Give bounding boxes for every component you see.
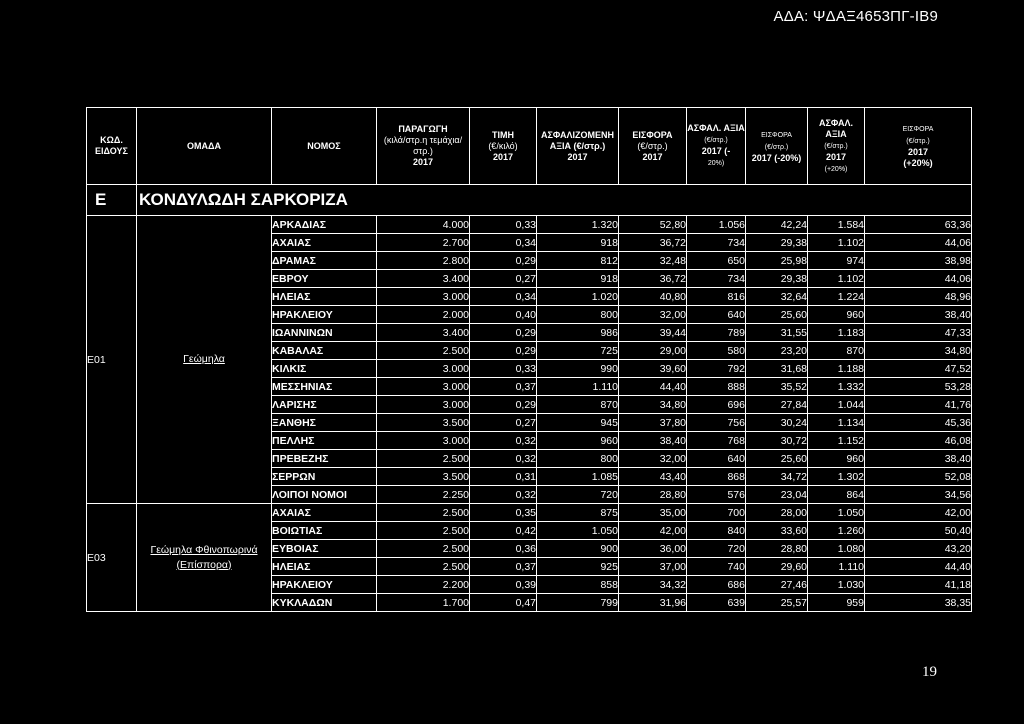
contribution-plus20-cell: 52,08: [865, 468, 972, 486]
insured-value-cell: 875: [537, 504, 619, 522]
insured-minus20-cell: 576: [687, 486, 746, 504]
price-cell: 0,32: [470, 450, 537, 468]
insured-value-cell: 870: [537, 396, 619, 414]
contribution-plus20-cell: 47,52: [865, 360, 972, 378]
contribution-minus20-cell: 27,84: [746, 396, 808, 414]
price-cell: 0,34: [470, 288, 537, 306]
col-contribution: ΕΙΣΦΟΡΑ (€/στρ.) 2017: [619, 108, 687, 185]
contribution-minus20-cell: 29,60: [746, 558, 808, 576]
insured-value-cell: 1.110: [537, 378, 619, 396]
insured-minus20-cell: 888: [687, 378, 746, 396]
contribution-minus20-cell: 35,52: [746, 378, 808, 396]
contribution-minus20-cell: 25,60: [746, 450, 808, 468]
col-production: ΠΑΡΑΓΩΓΗ (κιλά/στρ.η τεμάχια/στρ.) 2017: [377, 108, 470, 185]
contribution-cell: 52,80: [619, 216, 687, 234]
contribution-minus20-cell: 31,55: [746, 324, 808, 342]
insured-value-cell: 858: [537, 576, 619, 594]
region-name: ΑΡΚΑΔΙΑΣ: [272, 216, 377, 234]
insured-plus20-cell: 1.260: [808, 522, 865, 540]
price-cell: 0,31: [470, 468, 537, 486]
contribution-cell: 34,80: [619, 396, 687, 414]
insured-plus20-cell: 1.044: [808, 396, 865, 414]
insured-minus20-cell: 720: [687, 540, 746, 558]
insured-value-cell: 720: [537, 486, 619, 504]
region-name: ΠΕΛΛΗΣ: [272, 432, 377, 450]
insured-plus20-cell: 1.152: [808, 432, 865, 450]
production-cell: 3.000: [377, 432, 470, 450]
price-cell: 0,29: [470, 252, 537, 270]
insured-minus20-cell: 639: [687, 594, 746, 612]
production-cell: 3.400: [377, 324, 470, 342]
insured-value-cell: 799: [537, 594, 619, 612]
contribution-plus20-cell: 38,98: [865, 252, 972, 270]
region-name: ΜΕΣΣΗΝΙΑΣ: [272, 378, 377, 396]
production-cell: 2.700: [377, 234, 470, 252]
contribution-plus20-cell: 47,33: [865, 324, 972, 342]
contribution-cell: 32,48: [619, 252, 687, 270]
insured-value-cell: 800: [537, 450, 619, 468]
contribution-cell: 36,00: [619, 540, 687, 558]
insured-value-cell: 990: [537, 360, 619, 378]
region-name: ΗΡΑΚΛΕΙΟΥ: [272, 576, 377, 594]
contribution-cell: 44,40: [619, 378, 687, 396]
price-cell: 0,47: [470, 594, 537, 612]
insured-minus20-cell: 789: [687, 324, 746, 342]
insured-minus20-cell: 640: [687, 450, 746, 468]
insured-plus20-cell: 959: [808, 594, 865, 612]
section-row: [87, 185, 972, 216]
contribution-cell: 36,72: [619, 234, 687, 252]
contribution-plus20-cell: 38,35: [865, 594, 972, 612]
production-cell: 3.000: [377, 396, 470, 414]
contribution-minus20-cell: 25,57: [746, 594, 808, 612]
contribution-plus20-cell: 46,08: [865, 432, 972, 450]
insured-plus20-cell: 1.302: [808, 468, 865, 486]
price-cell: 0,39: [470, 576, 537, 594]
production-cell: 3.500: [377, 414, 470, 432]
production-cell: 3.500: [377, 468, 470, 486]
price-cell: 0,27: [470, 414, 537, 432]
group-code: Ε01: [87, 216, 137, 504]
contribution-minus20-cell: 30,24: [746, 414, 808, 432]
region-name: ΒΟΙΩΤΙΑΣ: [272, 522, 377, 540]
region-name: ΗΛΕΙΑΣ: [272, 558, 377, 576]
contribution-minus20-cell: 29,38: [746, 270, 808, 288]
contribution-minus20-cell: 29,38: [746, 234, 808, 252]
insured-value-cell: 1.050: [537, 522, 619, 540]
contribution-cell: 28,80: [619, 486, 687, 504]
insured-plus20-cell: 1.183: [808, 324, 865, 342]
insured-minus20-cell: 640: [687, 306, 746, 324]
region-name: ΛΑΡΙΣΗΣ: [272, 396, 377, 414]
contribution-plus20-cell: 44,06: [865, 270, 972, 288]
insured-plus20-cell: 1.584: [808, 216, 865, 234]
production-cell: 3.000: [377, 288, 470, 306]
region-name: ΗΡΑΚΛΕΙΟΥ: [272, 306, 377, 324]
production-cell: 2.500: [377, 342, 470, 360]
price-cell: 0,29: [470, 324, 537, 342]
production-cell: 3.000: [377, 360, 470, 378]
insured-plus20-cell: 1.188: [808, 360, 865, 378]
production-cell: 4.000: [377, 216, 470, 234]
production-cell: 2.500: [377, 504, 470, 522]
contribution-minus20-cell: 25,98: [746, 252, 808, 270]
contribution-minus20-cell: 31,68: [746, 360, 808, 378]
insured-minus20-cell: 700: [687, 504, 746, 522]
price-cell: 0,36: [470, 540, 537, 558]
insured-plus20-cell: 960: [808, 450, 865, 468]
contribution-minus20-cell: 23,20: [746, 342, 808, 360]
contribution-cell: 34,32: [619, 576, 687, 594]
insured-value-cell: 918: [537, 270, 619, 288]
col-code: ΚΩΔ. ΕΙΔΟΥΣ: [87, 108, 137, 185]
price-cell: 0,32: [470, 486, 537, 504]
col-insured-value: ΑΣΦΑΛΙΖΟΜΕΝΗ ΑΞΙΑ (€/στρ.) 2017: [537, 108, 619, 185]
insured-value-cell: 812: [537, 252, 619, 270]
price-cell: 0,29: [470, 396, 537, 414]
region-name: ΣΕΡΡΩΝ: [272, 468, 377, 486]
document-reference: ΑΔΑ: ΨΔΑΞ4653ΠΓ-ΙΒ9: [773, 8, 938, 25]
price-cell: 0,27: [470, 270, 537, 288]
insured-minus20-cell: 756: [687, 414, 746, 432]
insured-value-cell: 986: [537, 324, 619, 342]
region-name: ΚΑΒΑΛΑΣ: [272, 342, 377, 360]
contribution-plus20-cell: 41,76: [865, 396, 972, 414]
contribution-cell: 40,80: [619, 288, 687, 306]
production-cell: 2.500: [377, 450, 470, 468]
contribution-minus20-cell: 32,64: [746, 288, 808, 306]
contribution-minus20-cell: 28,00: [746, 504, 808, 522]
contribution-plus20-cell: 34,80: [865, 342, 972, 360]
production-cell: 2.250: [377, 486, 470, 504]
contribution-cell: 37,00: [619, 558, 687, 576]
contribution-plus20-cell: 38,40: [865, 450, 972, 468]
contribution-minus20-cell: 34,72: [746, 468, 808, 486]
contribution-plus20-cell: 42,00: [865, 504, 972, 522]
col-contribution-minus20: ΕΙΣΦΟΡΑ (€/στρ.) 2017 (-20%): [746, 108, 808, 185]
region-name: ΑΧΑΙΑΣ: [272, 504, 377, 522]
contribution-plus20-cell: 41,18: [865, 576, 972, 594]
group-code: Ε03: [87, 504, 137, 612]
contribution-plus20-cell: 48,96: [865, 288, 972, 306]
contribution-minus20-cell: 30,72: [746, 432, 808, 450]
section-code: Ε: [87, 185, 137, 216]
production-cell: 3.400: [377, 270, 470, 288]
insured-value-cell: 960: [537, 432, 619, 450]
region-name: ΛΟΙΠΟΙ ΝΟΜΟΙ: [272, 486, 377, 504]
insured-plus20-cell: 1.030: [808, 576, 865, 594]
insured-plus20-cell: 1.332: [808, 378, 865, 396]
contribution-plus20-cell: 63,36: [865, 216, 972, 234]
insured-value-cell: 1.020: [537, 288, 619, 306]
insured-plus20-cell: 870: [808, 342, 865, 360]
section-title: ΚΟΝΔΥΛΩΔΗ ΣΑΡΚΟΡΙΖΑ: [137, 185, 972, 216]
contribution-plus20-cell: 50,40: [865, 522, 972, 540]
insured-value-cell: 800: [537, 306, 619, 324]
insured-plus20-cell: 1.102: [808, 270, 865, 288]
region-name: ΑΧΑΙΑΣ: [272, 234, 377, 252]
region-name: ΚΙΛΚΙΣ: [272, 360, 377, 378]
region-name: ΚΥΚΛΑΔΩΝ: [272, 594, 377, 612]
region-name: ΕΒΡΟΥ: [272, 270, 377, 288]
col-region: ΝΟΜΟΣ: [272, 108, 377, 185]
contribution-cell: 39,44: [619, 324, 687, 342]
insured-value-cell: 900: [537, 540, 619, 558]
contribution-minus20-cell: 23,04: [746, 486, 808, 504]
contribution-minus20-cell: 27,46: [746, 576, 808, 594]
insured-minus20-cell: 686: [687, 576, 746, 594]
col-group: ΟΜΑΔΑ: [137, 108, 272, 185]
price-cell: 0,35: [470, 504, 537, 522]
insured-plus20-cell: 960: [808, 306, 865, 324]
price-cell: 0,29: [470, 342, 537, 360]
contribution-plus20-cell: 44,06: [865, 234, 972, 252]
contribution-plus20-cell: 38,40: [865, 306, 972, 324]
contribution-cell: 38,40: [619, 432, 687, 450]
col-price: ΤΙΜΗ (€/κιλό) 2017: [470, 108, 537, 185]
contribution-plus20-cell: 34,56: [865, 486, 972, 504]
insured-value-cell: 925: [537, 558, 619, 576]
price-cell: 0,42: [470, 522, 537, 540]
price-cell: 0,33: [470, 216, 537, 234]
price-cell: 0,33: [470, 360, 537, 378]
insured-plus20-cell: 1.134: [808, 414, 865, 432]
insured-minus20-cell: 1.056: [687, 216, 746, 234]
production-cell: 2.500: [377, 558, 470, 576]
insured-value-cell: 1.320: [537, 216, 619, 234]
insured-plus20-cell: 864: [808, 486, 865, 504]
insured-plus20-cell: 1.050: [808, 504, 865, 522]
insured-minus20-cell: 696: [687, 396, 746, 414]
contribution-minus20-cell: 28,80: [746, 540, 808, 558]
contribution-cell: 37,80: [619, 414, 687, 432]
contribution-cell: 29,00: [619, 342, 687, 360]
insured-minus20-cell: 734: [687, 234, 746, 252]
group-name: Γεώμηλα Φθινοπωρινά (Επίσπορα): [137, 504, 272, 612]
insured-plus20-cell: 1.224: [808, 288, 865, 306]
col-contribution-plus20: ΕΙΣΦΟΡΑ (€/στρ.) 2017 (+20%): [865, 108, 972, 185]
price-cell: 0,40: [470, 306, 537, 324]
contribution-cell: 32,00: [619, 450, 687, 468]
contribution-minus20-cell: 25,60: [746, 306, 808, 324]
production-cell: 2.500: [377, 540, 470, 558]
col-insured-plus20: ΑΣΦΑΛ. ΑΞΙΑ (€/στρ.) 2017 (+20%): [808, 108, 865, 185]
contribution-cell: 31,96: [619, 594, 687, 612]
header-row: [87, 108, 972, 185]
region-name: ΗΛΕΙΑΣ: [272, 288, 377, 306]
insured-value-cell: 1.085: [537, 468, 619, 486]
insured-plus20-cell: 1.110: [808, 558, 865, 576]
page-number: 19: [922, 664, 937, 680]
insured-plus20-cell: 974: [808, 252, 865, 270]
insured-value-cell: 725: [537, 342, 619, 360]
insured-minus20-cell: 650: [687, 252, 746, 270]
insured-minus20-cell: 580: [687, 342, 746, 360]
contribution-minus20-cell: 33,60: [746, 522, 808, 540]
contribution-cell: 36,72: [619, 270, 687, 288]
production-cell: 2.000: [377, 306, 470, 324]
contribution-plus20-cell: 53,28: [865, 378, 972, 396]
insured-plus20-cell: 1.080: [808, 540, 865, 558]
production-cell: 2.500: [377, 522, 470, 540]
production-cell: 3.000: [377, 378, 470, 396]
production-cell: 2.200: [377, 576, 470, 594]
insured-value-cell: 918: [537, 234, 619, 252]
insured-minus20-cell: 840: [687, 522, 746, 540]
region-name: ΞΑΝΘΗΣ: [272, 414, 377, 432]
contribution-cell: 32,00: [619, 306, 687, 324]
region-name: ΔΡΑΜΑΣ: [272, 252, 377, 270]
insured-minus20-cell: 868: [687, 468, 746, 486]
contribution-cell: 39,60: [619, 360, 687, 378]
insured-value-cell: 945: [537, 414, 619, 432]
region-name: ΕΥΒΟΙΑΣ: [272, 540, 377, 558]
contribution-plus20-cell: 43,20: [865, 540, 972, 558]
region-name: ΙΩΑΝΝΙΝΩΝ: [272, 324, 377, 342]
production-cell: 2.800: [377, 252, 470, 270]
table-row: [87, 216, 972, 234]
insured-minus20-cell: 768: [687, 432, 746, 450]
price-cell: 0,32: [470, 432, 537, 450]
group-name: Γεώμηλα: [137, 216, 272, 504]
insured-minus20-cell: 740: [687, 558, 746, 576]
contribution-cell: 42,00: [619, 522, 687, 540]
contribution-cell: 43,40: [619, 468, 687, 486]
insured-minus20-cell: 792: [687, 360, 746, 378]
insurance-values-table: [86, 107, 972, 612]
region-name: ΠΡΕΒΕΖΗΣ: [272, 450, 377, 468]
insured-plus20-cell: 1.102: [808, 234, 865, 252]
price-cell: 0,37: [470, 558, 537, 576]
production-cell: 1.700: [377, 594, 470, 612]
contribution-minus20-cell: 42,24: [746, 216, 808, 234]
col-insured-minus20: ΑΣΦΑΛ. ΑΞΙΑ (€/στρ.) 2017 (- 20%): [687, 108, 746, 185]
table-row: [87, 504, 972, 522]
contribution-plus20-cell: 44,40: [865, 558, 972, 576]
insured-minus20-cell: 734: [687, 270, 746, 288]
insured-minus20-cell: 816: [687, 288, 746, 306]
contribution-plus20-cell: 45,36: [865, 414, 972, 432]
price-cell: 0,37: [470, 378, 537, 396]
price-cell: 0,34: [470, 234, 537, 252]
contribution-cell: 35,00: [619, 504, 687, 522]
